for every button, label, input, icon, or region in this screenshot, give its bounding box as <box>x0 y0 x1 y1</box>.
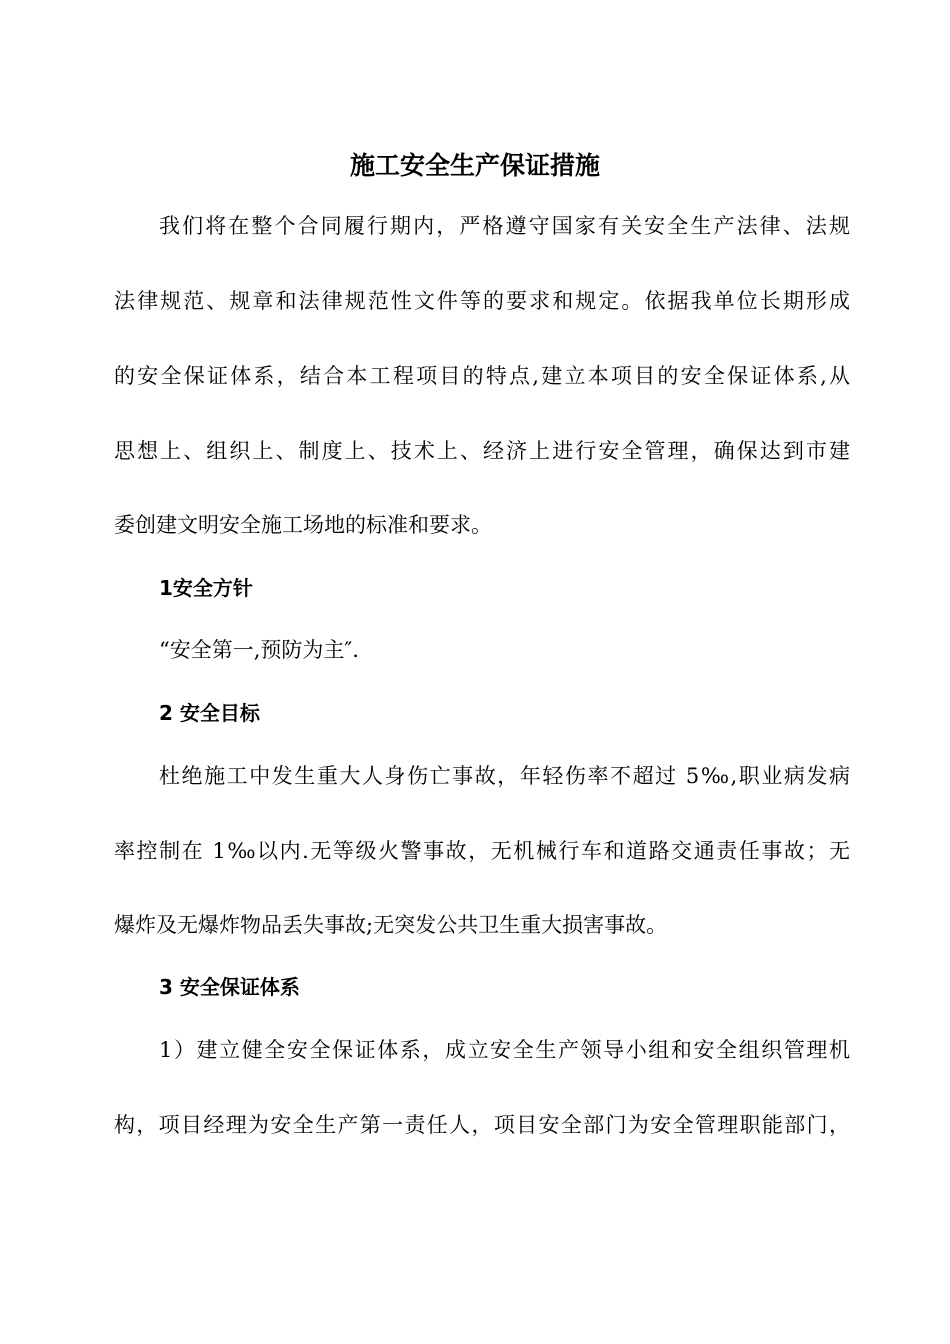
section-1-body: “安全第一,预防为主″. <box>159 638 359 662</box>
section-2-line-3: 爆炸及无爆炸物品丢失事故;无突发公共卫生重大损害事故。 <box>114 913 668 937</box>
section-2-line-2: 率控制在 1‰以内.无等级火警事故，无机械行车和道路交通责任事故；无 <box>114 839 850 863</box>
section-2-line-1: 杜绝施工中发生重大人身伤亡事故，年轻伤率不超过 5‰,职业病发病 <box>159 764 850 788</box>
section-3-heading: 3 安全保证体系 <box>159 975 300 999</box>
intro-line-2: 法律规范、规章和法律规范性文件等的要求和规定。依据我单位长期形成 <box>114 289 850 313</box>
section-3-line-2: 构，项目经理为安全生产第一责任人，项目安全部门为安全管理职能部门， <box>114 1113 850 1137</box>
section-3-line-1: 1）建立健全安全保证体系，成立安全生产领导小组和安全组织管理机 <box>159 1038 850 1062</box>
intro-line-1: 我们将在整个合同履行期内，严格遵守国家有关安全生产法律、法规 <box>159 214 850 238</box>
section-1-heading: 1安全方针 <box>159 576 253 600</box>
section-2-heading: 2 安全目标 <box>159 701 260 725</box>
intro-line-5: 委创建文明安全施工场地的标准和要求。 <box>114 513 492 537</box>
document-title: 施工安全生产保证措施 <box>349 151 600 180</box>
intro-line-4: 思想上、组织上、制度上、技术上、经济上进行安全管理，确保达到市建 <box>114 439 850 463</box>
intro-line-3: 的安全保证体系，结合本工程项目的特点,建立本项目的安全保证体系,从 <box>114 364 850 388</box>
